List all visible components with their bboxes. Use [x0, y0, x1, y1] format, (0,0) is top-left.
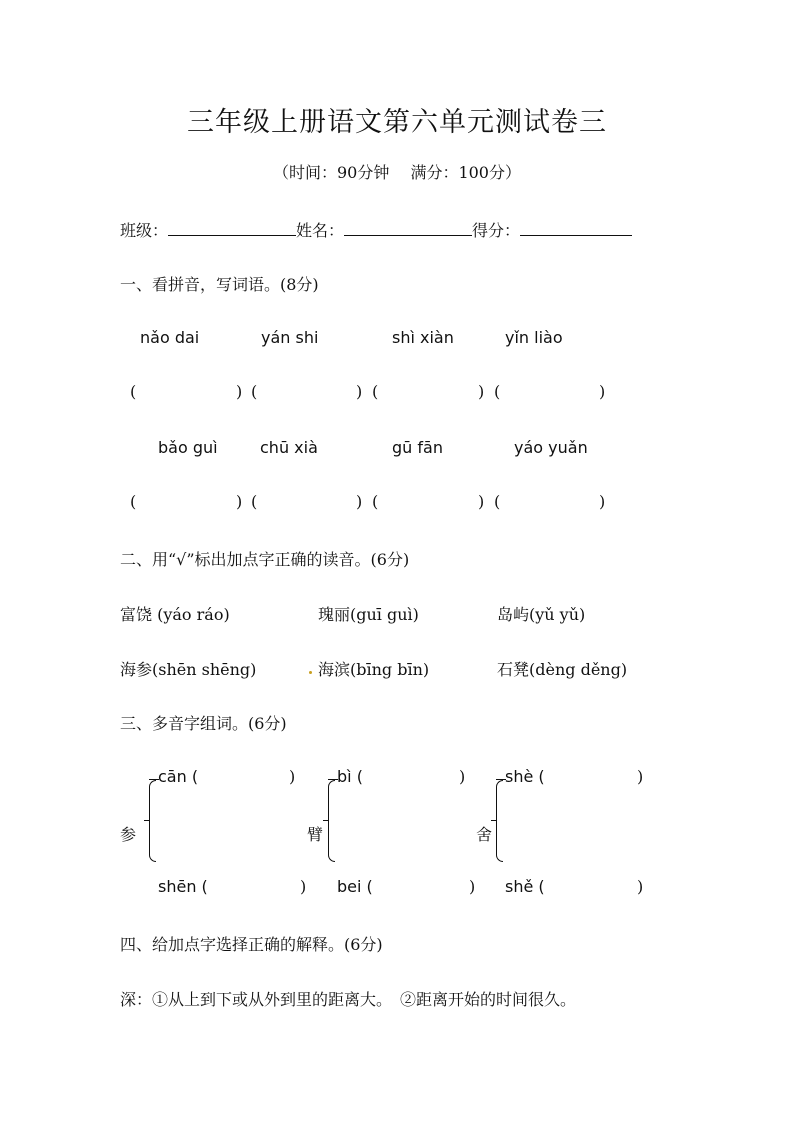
pinyin-item: bǎo guì: [158, 438, 218, 457]
polyphone-char: 臂: [307, 825, 324, 844]
answer-paren-open: (: [251, 382, 258, 401]
answer-paren-close: ): [478, 382, 485, 401]
answer-paren-close: ): [469, 877, 476, 896]
definition-line: 深：①从上到下或从外到里的距离大。 ②距离开始的时间很久。: [120, 990, 577, 1009]
reading-choice: 海滨(bīng bīn): [318, 660, 430, 679]
reading-choice: 海参(shēn shēng): [120, 660, 257, 679]
name-label: 姓名：: [296, 221, 345, 240]
polyphone-top: bì (: [337, 767, 363, 786]
answer-paren-close: ): [300, 877, 307, 896]
answer-paren-close: ): [599, 492, 606, 511]
bracket-icon: [496, 780, 503, 862]
answer-paren-close: ): [356, 492, 363, 511]
page-title: 三年级上册语文第六单元测试卷三: [187, 107, 607, 138]
polyphone-bottom: bei (: [337, 877, 373, 896]
answer-paren-close: ): [637, 877, 644, 896]
section2-heading: 二、用“√”标出加点字正确的读音。(6分): [120, 550, 410, 569]
polyphone-bottom: shě (: [505, 877, 545, 896]
answer-paren-open: (: [372, 382, 379, 401]
reading-choice: 岛屿(yǔ yǔ): [497, 605, 586, 624]
class-blank[interactable]: [168, 219, 296, 236]
pinyin-item: shì xiàn: [392, 328, 454, 347]
class-label: 班级：: [120, 221, 169, 240]
reading-choice: 石凳(dèng děng): [497, 660, 628, 679]
answer-paren-close: ): [236, 492, 243, 511]
student-info: [120, 218, 632, 241]
answer-paren-close: ): [289, 767, 296, 786]
answer-paren-open: (: [130, 382, 137, 401]
polyphone-top: shè (: [505, 767, 545, 786]
bracket-icon: [328, 780, 335, 862]
answer-paren-close: ): [459, 767, 466, 786]
answer-paren-open: (: [372, 492, 379, 511]
answer-paren-close: ): [637, 767, 644, 786]
answer-paren-open: (: [494, 382, 501, 401]
polyphone-char: 舍: [476, 825, 493, 844]
answer-paren-close: ): [356, 382, 363, 401]
answer-paren-open: (: [130, 492, 137, 511]
section3-heading: 三、多音字组词。(6分): [120, 714, 287, 733]
answer-paren-close: ): [599, 382, 606, 401]
section1-heading: 一、看拼音，写词语。(8分): [120, 275, 319, 294]
score-blank[interactable]: [520, 219, 632, 236]
pinyin-item: yǐn liào: [505, 328, 563, 347]
pinyin-item: nǎo dai: [140, 328, 200, 347]
polyphone-char: 参: [120, 825, 137, 844]
pinyin-item: yáo yuǎn: [514, 438, 588, 457]
reading-choice: 瑰丽(guī guì): [318, 605, 419, 624]
name-blank[interactable]: [344, 219, 472, 236]
polyphone-bottom: shēn (: [158, 877, 208, 896]
answer-paren-open: (: [251, 492, 258, 511]
pinyin-item: gū fān: [392, 438, 443, 457]
section4-heading: 四、给加点字选择正确的解释。(6分): [120, 935, 383, 954]
pinyin-item: chū xià: [260, 438, 318, 457]
score-label: 得分：: [472, 221, 521, 240]
answer-paren-close: ): [236, 382, 243, 401]
exam-subtitle: （时间：90分钟 满分：100分）: [273, 163, 521, 182]
marker-dot: [309, 671, 312, 674]
reading-choice: 富饶 (yáo ráo): [120, 605, 230, 624]
answer-paren-close: ): [478, 492, 485, 511]
polyphone-top: cān (: [158, 767, 199, 786]
bracket-icon: [149, 780, 156, 862]
answer-paren-open: (: [494, 492, 501, 511]
pinyin-item: yán shi: [261, 328, 319, 347]
